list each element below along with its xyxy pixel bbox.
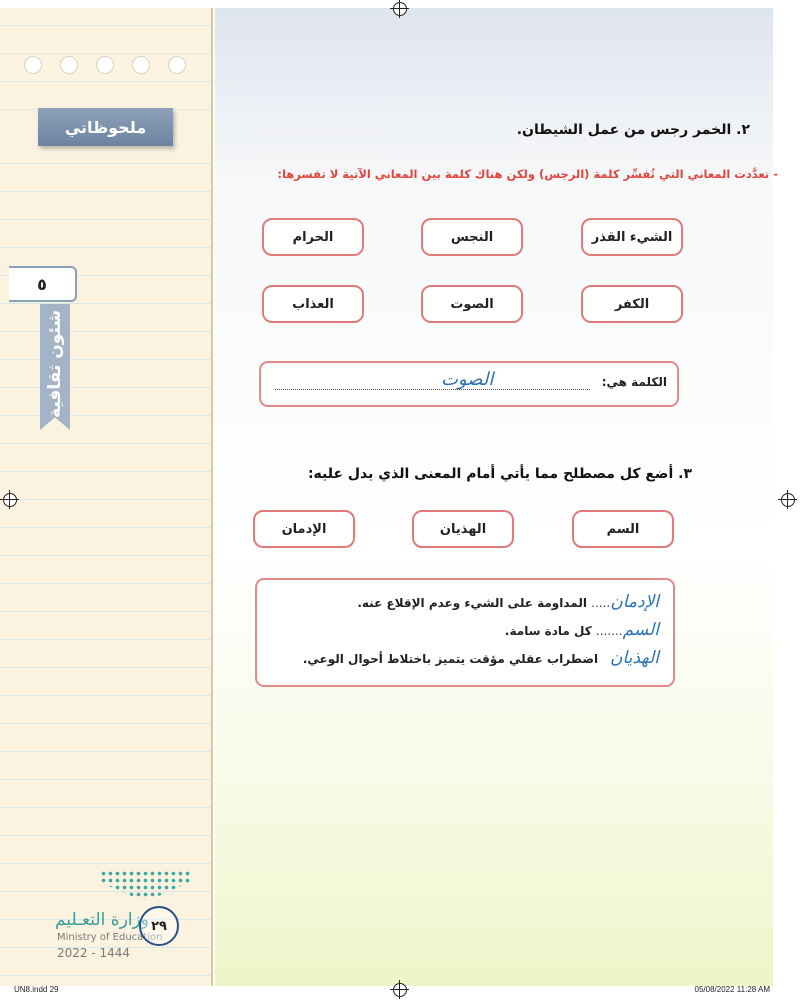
answer-box[interactable] bbox=[259, 361, 679, 407]
question3-heading: ٣. أضع كل مصطلح مما يأتي أمام المعنى الذي يدل عليه: bbox=[307, 466, 692, 482]
definition-text: اضطراب عقلي مؤقت يتميز باختلاط أحوال الوعي. bbox=[302, 652, 599, 666]
definition-term: الهذيان bbox=[609, 648, 659, 668]
notes-sidebar bbox=[0, 8, 213, 986]
registration-mark-icon bbox=[393, 2, 407, 16]
ministry-logo bbox=[55, 868, 205, 968]
definition-row bbox=[303, 648, 659, 668]
content-panel bbox=[215, 8, 773, 986]
option-card[interactable]: الصوت bbox=[421, 285, 523, 323]
binder-hole bbox=[60, 56, 78, 74]
binder-hole bbox=[168, 56, 186, 74]
binder-hole bbox=[96, 56, 114, 74]
definition-text: المداومة على الشيء وعدم الإقلاع عنه. bbox=[357, 596, 587, 610]
term-card[interactable]: الهذيان bbox=[412, 510, 514, 548]
dotted-line: ..... bbox=[591, 596, 611, 610]
binder-hole bbox=[132, 56, 150, 74]
chapter-number: ٥ bbox=[9, 266, 77, 302]
chapter-title: شئون ثقافية bbox=[45, 309, 65, 419]
binder-holes bbox=[24, 56, 186, 74]
option-card[interactable]: الشيء القذر bbox=[581, 218, 683, 256]
option-card[interactable]: العذاب bbox=[262, 285, 364, 323]
dotted-line: ....... bbox=[595, 624, 623, 638]
registration-mark-icon bbox=[393, 983, 407, 997]
registration-mark-icon bbox=[781, 493, 795, 507]
answer-handwritten: الصوت bbox=[441, 369, 494, 390]
print-slug-file: UN8.indd 29 bbox=[14, 985, 59, 994]
page-number: ٢٩ bbox=[139, 906, 179, 946]
definition-row bbox=[505, 620, 659, 640]
ministry-name-ar: وزارة التعـليم bbox=[55, 910, 149, 930]
ministry-name-en: Ministry of Education bbox=[57, 932, 163, 943]
ministry-dots-icon bbox=[100, 870, 190, 900]
binder-hole bbox=[24, 56, 42, 74]
question2-instruction: - تعدَّدت المعاني التي تُفسِّر كلمة (الرجس) ولكن هناك كلمة بين المعاني الآتية لا تفسرها: bbox=[277, 167, 778, 181]
notes-tab: ملحوظاتي bbox=[38, 108, 173, 146]
registration-mark-icon bbox=[3, 493, 17, 507]
answer-label: الكلمة هي: bbox=[601, 375, 667, 389]
ministry-year: 2022 - 1444 bbox=[57, 946, 131, 960]
definition-term: الإدمان bbox=[610, 592, 659, 612]
definition-term: السم bbox=[622, 620, 659, 640]
term-card[interactable]: الإدمان bbox=[253, 510, 355, 548]
definition-row bbox=[357, 592, 659, 612]
question2-heading: ٢. الخمر رجس من عمل الشيطان. bbox=[516, 122, 750, 138]
print-slug-timestamp: 05/08/2022 11:28 AM bbox=[694, 985, 770, 994]
definition-text: كل مادة سامة. bbox=[504, 624, 592, 638]
option-card[interactable]: الحرام bbox=[262, 218, 364, 256]
option-card[interactable]: الكفر bbox=[581, 285, 683, 323]
definitions-box[interactable] bbox=[255, 578, 675, 687]
answer-line bbox=[275, 373, 590, 390]
option-card[interactable]: النجس bbox=[421, 218, 523, 256]
dotted-line bbox=[602, 652, 610, 666]
term-card[interactable]: السم bbox=[572, 510, 674, 548]
